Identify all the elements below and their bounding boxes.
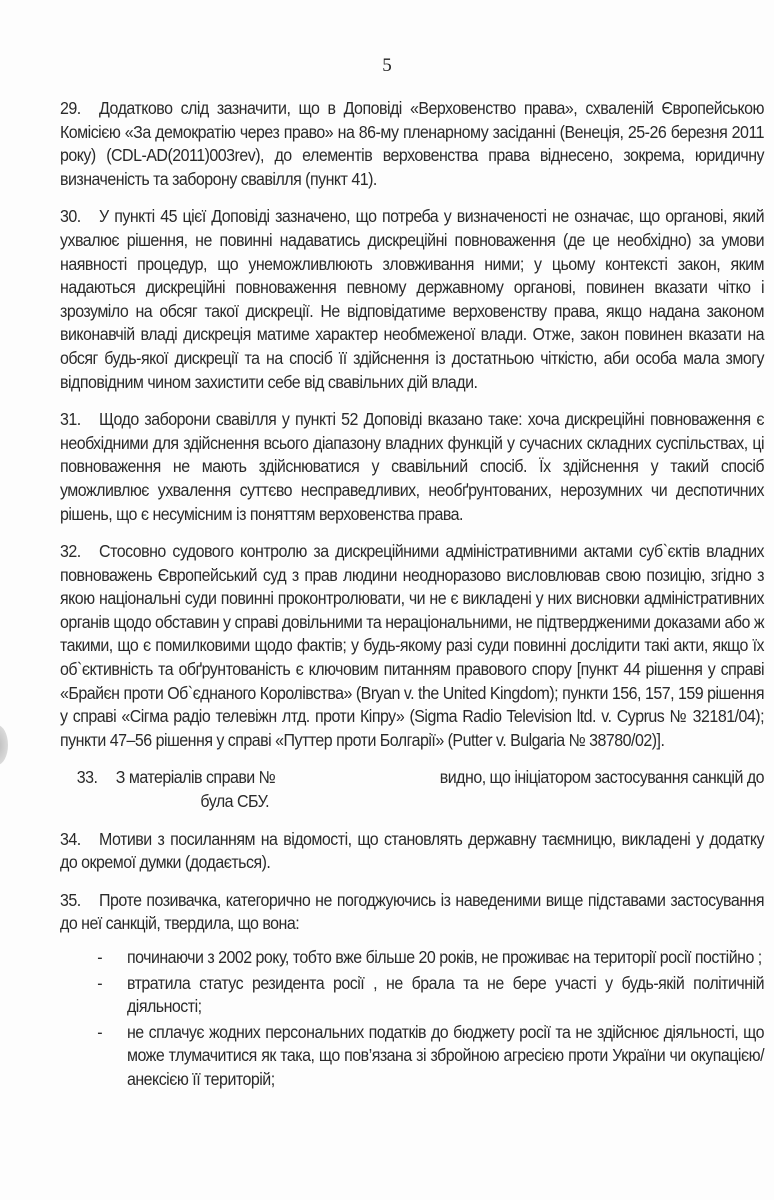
paragraph-number: 31. [60, 409, 81, 430]
paragraph-number: 32. [60, 541, 81, 562]
paragraph-30 [60, 205, 764, 394]
paragraph-number: 29. [60, 98, 81, 118]
paragraph-text-line2: була СБУ. [200, 791, 270, 812]
paragraph-text: Стосовно судового контролю за дискреційними адміністративними актами суб`єктів владних повноважень Європейський суд з прав людини неодноразово висловлював свою позицію, згідно з якою національні суди повинні проконтролювати, чи не є викладені у них висновки адміністративних органів щодо обставин у справі довільними та нераціональними, не підтвердженими доказами або ж такими, що є помилковими щодо фактів; у будь-якому разі суди повинні дослідити такі акти, якщо їх об`єктивність та обґрунтованість є ключовим питанням правового спору [пункт 44 рішення у справі «Брайєн проти Об`єднаного Королівства» (Bryan v. the United Kingdom); пункти 156, 157, 159 рішення у справі «Сігма радіо телевіжн лтд. проти Кіпру» (Sigma Radio Television ltd. v. Cyprus № 32181/04); пункти 47–56 рішення у справі «Путтер проти Болгарії» (Putter v. Bulgaria № 38780/02)]. [60, 541, 765, 750]
paragraph-text: Додатково слід зазначити, що в Доповіді «Верховенство права», схваленій Європейською Комісією «За демократію через право» на 86-му пленарному засіданні (Венеція, 25-26 березня 2011 року) (CDL-AD(2011)003rev), до елементів верховенства права віднесено, зокрема, юридичну визначеність та заборону свавілля (пункт 41). [60, 98, 765, 189]
paragraph-number: 30. [60, 206, 81, 227]
paragraph-33 [60, 766, 764, 813]
paragraph-35 [60, 889, 764, 936]
bullet-marker: - [97, 1021, 103, 1042]
paragraph-34 [60, 828, 764, 875]
document-body [60, 97, 764, 1094]
paragraph-text-before: З матеріалів справи № [115, 767, 276, 788]
paragraph-number: 34. [60, 828, 81, 849]
paragraph-number: 33. [76, 767, 98, 788]
paragraph-text-after: видно, що ініціатором застосування санкцій до [439, 767, 765, 788]
bullet-marker: - [97, 972, 103, 993]
paragraph-31 [60, 408, 764, 526]
list-item: - не сплачує жодних персональних податків до бюджету росії та не здійснює діяльності, що може тлумачитися як така, що пов’язана зі збройною агресією проти України чи окупацією/анексією її територій; [97, 1021, 765, 1089]
paragraph-32 [60, 540, 764, 752]
claims-list [97, 946, 764, 1092]
bullet-marker: - [97, 947, 103, 967]
paragraph-number: 35. [60, 889, 81, 910]
list-item: - починаючи з 2002 року, тобто вже більше 20 років, не проживає на території росії постійно ; [127, 946, 764, 970]
list-item: - втратила статус резидента росії , не брала та не бере участі у будь-якій політичній діяльності; [97, 972, 765, 1017]
paragraph-text: Щодо заборони свавілля у пункті 52 Доповіді вказано таке: хоча дискреційні повноваження є необхідними для здійснення всього діапазону владних функцій у сучасних складних суспільствах, ці повноваження не мають здійснюватися у свавільний спосіб. Їх здійснення у такий спосіб уможливлює ухвалення суттєво несправедливих, необґрунтованих, нерозумних чи деспотичних рішень, що є несумісним із поняттям верховенства права. [60, 409, 765, 524]
paragraph-text: У пункті 45 цієї Доповіді зазначено, що потреба у визначеності не означає, що органові, який ухвалює рішення, не повинні надаватись дискреційні повноваження (де це необхідно) за умови наявності процедур, що унеможливлюють зловживання ними; у цьому контексті закон, яким надаються дискреційні повноваження певному державному органові, повинен вказати чітко і зрозуміло на обсяг такої дискреції. Не відповідатиме верховенству права, якщо надана законом виконавчій владі дискреція матиме характер необмеженої влади. Отже, закон повинен вказати на обсяг будь-якої дискреції та на спосіб її здійснення із достатньою чіткістю, аби особа мала змогу відповідним чином захистити себе від свавільних дій влади. [60, 206, 765, 392]
paragraph-text: Проте позивачка, категорично не погоджуючись із наведеними вище підставами застосування до неї санкцій, твердила, що вона: [60, 889, 765, 934]
paragraph-text: Мотиви з посиланням на відомості, що становлять державну таємницю, викладені у додатку до окремої думки (додається). [60, 828, 765, 873]
paragraph-29 [60, 97, 764, 191]
binding-hole-mark [0, 725, 8, 765]
page-number: 5 [382, 55, 392, 76]
